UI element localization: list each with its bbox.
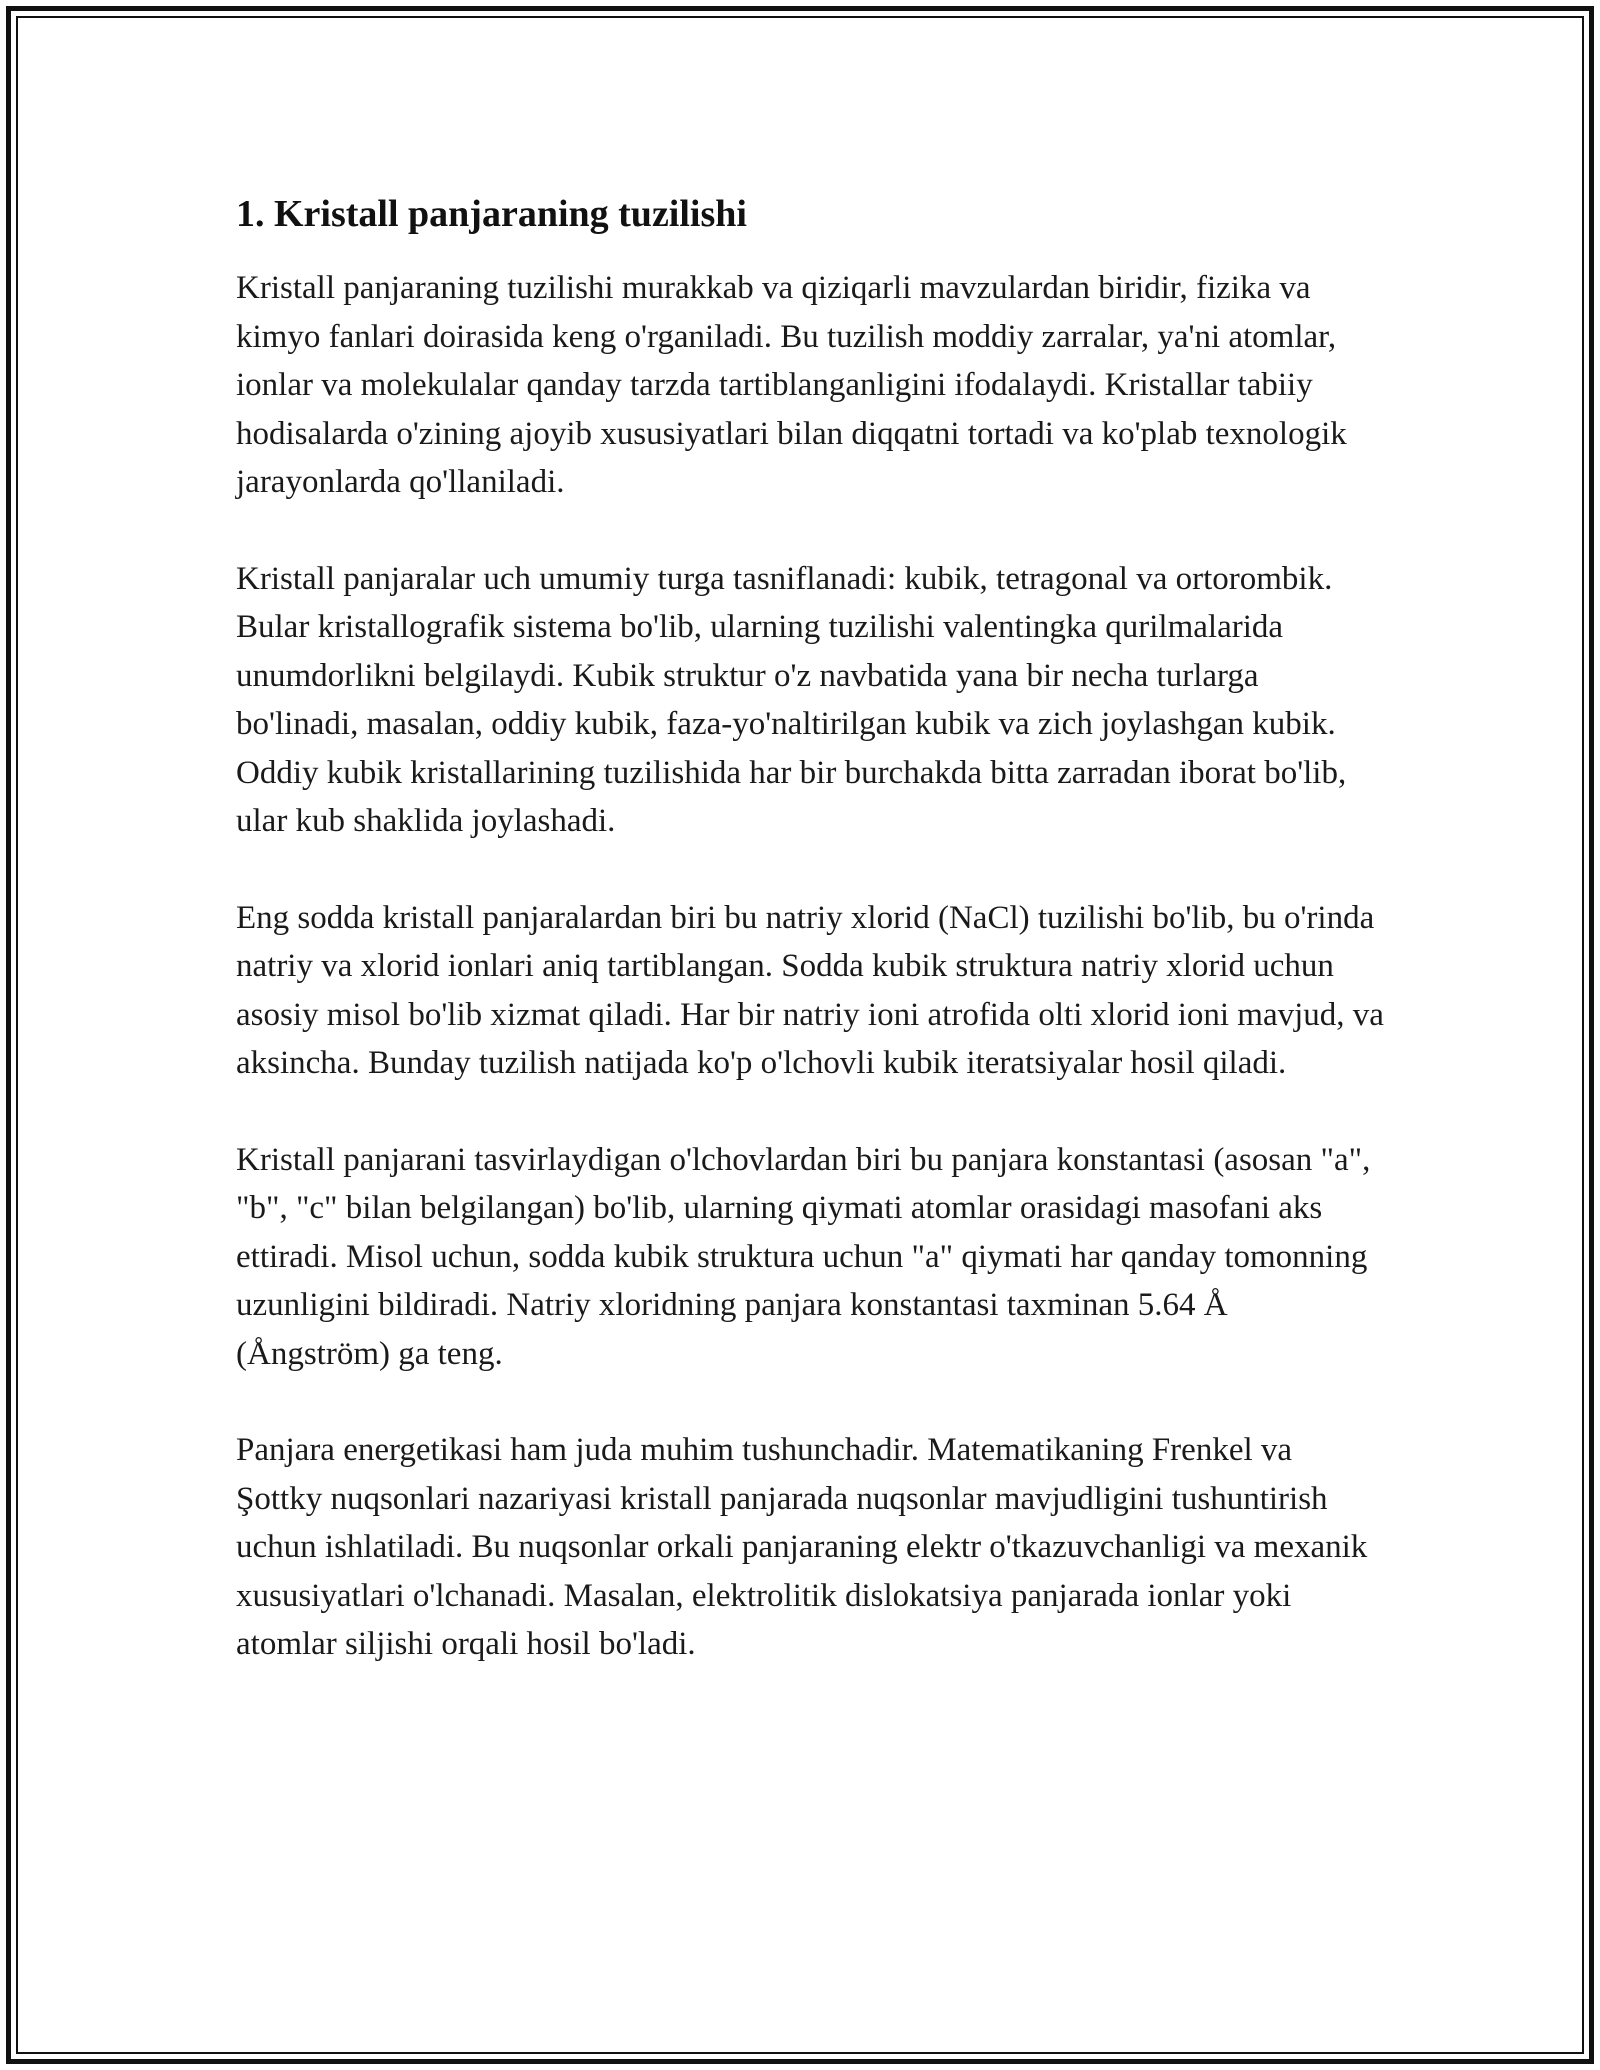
document-content	[236, 186, 1386, 1717]
section-heading: 1. Kristall panjaraning tuzilishi	[236, 193, 747, 235]
paragraph-2: Kristall panjaralar uch umumiy turga tasniflanadi: kubik, tetragonal va ortorombik. Bular kristallografik sistema bo'lib, ularning tuzilishi valentingka qurilmalarida unumdorlikni belgilaydi. Kubik struktur o'z navbatida yana bir necha turlarga bo'linadi, masalan, oddiy kubik, faza-yo'naltirilgan kubik va zich joylashgan kubik. Oddiy kubik kristallarining tuzilishida har bir burchakda bitta zarradan iborat bo'lib, ular kub shaklida joylashadi.	[236, 560, 1347, 839]
paragraph-3: Eng sodda kristall panjaralardan biri bu natriy xlorid (NaCl) tuzilishi bo'lib, bu o'rinda natriy va xlorid ionlari aniq tartiblangan. Sodda kubik struktura natriy xlorid uchun asosiy misol bo'lib xizmat qiladi. Har bir natriy ioni atrofida olti xlorid ioni mavjud, va aksincha. Bunday tuzilish natijada ko'p o'lchovli kubik iteratsiyalar hosil qiladi.	[236, 899, 1384, 1081]
paragraph-1: Kristall panjaraning tuzilishi murakkab va qiziqarli mavzulardan biridir, fizika va kimyo fanlari doirasida keng o'rganiladi. Bu tuzilish moddiy zarralar, ya'ni atomlar, ionlar va molekulalar qanday tarzda tartiblanganligini ifodalaydi. Kristallar tabiiy hodisalarda o'zining ajoyib xususiyatlari bilan diqqatni tortadi va ko'plab texnologik jarayonlarda qo'llaniladi.	[236, 270, 1347, 500]
paragraph-4: Kristall panjarani tasvirlaydigan o'lchovlardan biri bu panjara konstantasi (asosan "a", "b", "c" bilan belgilangan) bo'lib, ularning qiymati atomlar orasidagi masofani aks ettiradi. Misol uchun, sodda kubik struktura uchun "a" qiymati har qanday tomonning uzunligini bildiradi. Natriy xloridning panjara konstantasi taxminan 5.64 Å (Ångström) ga teng.	[236, 1141, 1371, 1372]
paragraph-5: Panjara energetikasi ham juda muhim tushunchadir. Matematikaning Frenkel va Şottky nuqsonlari nazariyasi kristall panjarada nuqsonlar mavjudligini tushuntirish uchun ishlatiladi. Bu nuqsonlar orkali panjaraning elektr o'tkazuvchanligi va mexanik xususiyatlari o'lchanadi. Masalan, elektrolitik dislokatsiya panjarada ionlar yoki atomlar siljishi orqali hosil bo'ladi.	[236, 1432, 1368, 1662]
